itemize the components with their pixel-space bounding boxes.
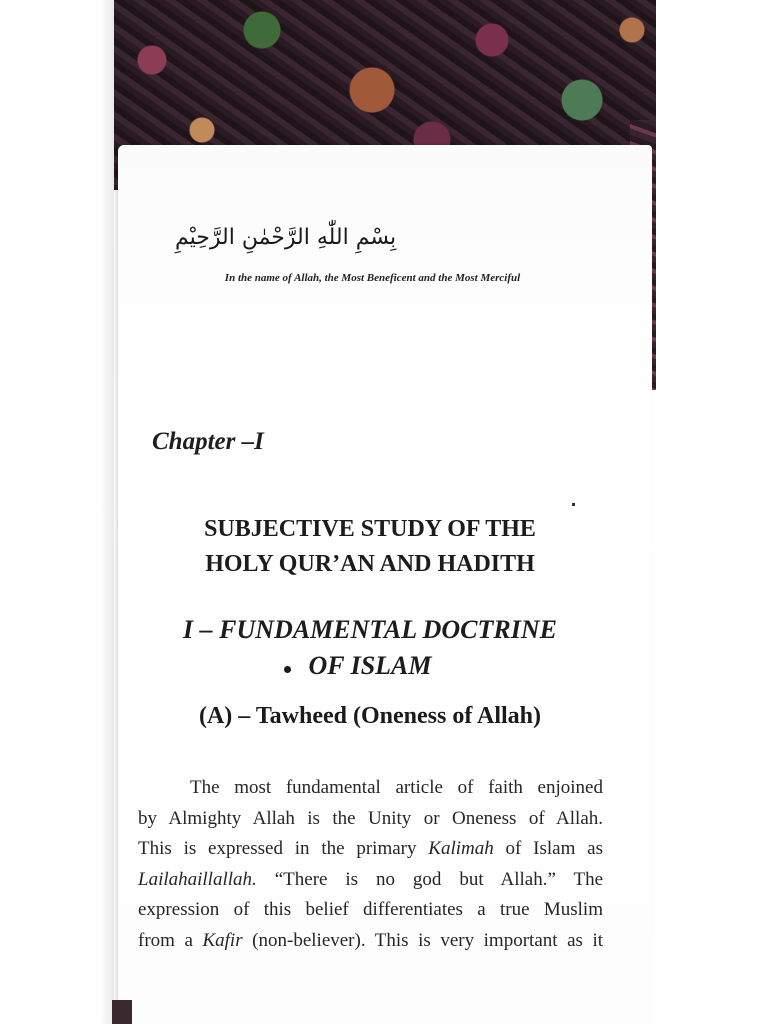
page-left-margin [100, 0, 114, 1024]
body-line-6-a: from a [138, 929, 193, 951]
body-line-4-b: “There is no god but Allah.” The [274, 868, 604, 890]
bismillah-english: In the name of Allah, the Most Beneficent and the Most Merciful [224, 272, 521, 284]
body-line-3-a: This is expressed in the primary [138, 838, 417, 859]
lailahaillallah-term: Lailahaillallah. [138, 868, 257, 890]
chapter-title-line-2: HOLY QUR’AN AND HADITH [205, 551, 535, 577]
ink-speck [572, 503, 575, 506]
section-title-line-2: OF ISLAM [308, 651, 432, 680]
chapter-title-line-1: SUBJECTIVE STUDY OF THE [204, 516, 536, 542]
body-paragraph [138, 773, 603, 956]
subsection-heading: (A) – Tawheed (Oneness of Allah) [198, 703, 542, 729]
bismillah-arabic [175, 225, 570, 265]
body-line-3-b: of Islam as [505, 838, 603, 859]
section-title [150, 612, 590, 684]
body-line-3 [138, 834, 603, 865]
section-title-line-1: I – FUNDAMENTAL DOCTRINE [183, 615, 557, 644]
kalimah-term: Kalimah [428, 838, 494, 859]
kafir-term: Kafir [202, 929, 243, 951]
body-line-2: by Almighty Allah is the Unity or Oneness of Allah. [138, 807, 603, 829]
bismillah-arabic-text: بِسْمِ اللّٰهِ الرَّحْمٰنِ الرَّحِيْمِ [175, 225, 397, 250]
body-line-5: expression of this belief differentiates a true Muslim [138, 899, 603, 920]
bottom-cloth-corner [112, 1000, 132, 1024]
chapter-title [160, 512, 580, 582]
body-line-1: The most fundamental article of faith enjoined [190, 777, 603, 798]
body-line-6-b: (non-believer). This is very important as it [252, 929, 604, 951]
bullet-dot [284, 666, 291, 673]
body-line-6 [138, 926, 603, 957]
body-line-4 [138, 865, 603, 896]
chapter-label: Chapter –I [152, 428, 264, 455]
